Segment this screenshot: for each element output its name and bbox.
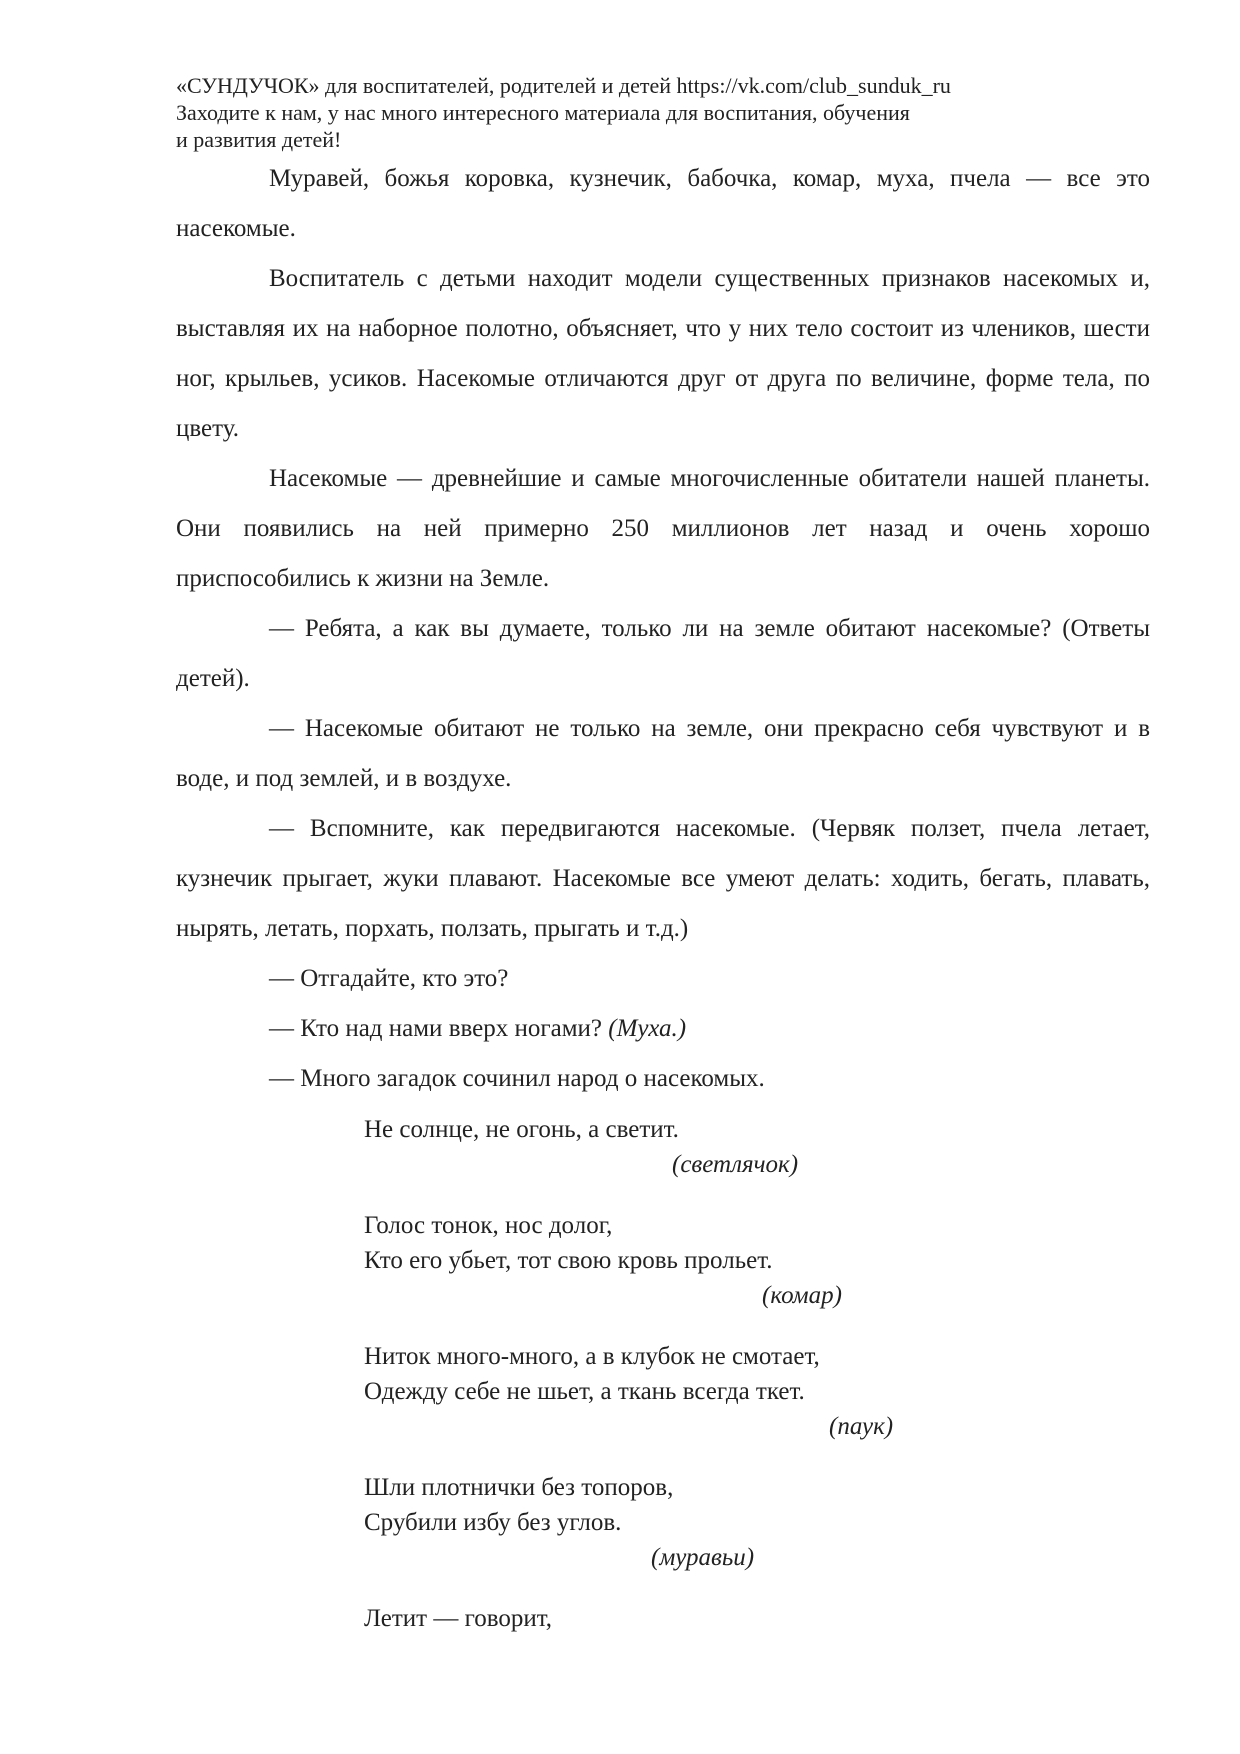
riddle-line: Летит — говорит, [364, 1605, 553, 1632]
riddle [364, 1208, 924, 1313]
paragraph: Воспитатель с детьми находит модели существенных признаков насекомых и, выставляя их на наборное полотно, объясняет, что у них тело состоит из члеников, шести ног, крыльев, усиков. Насекомые отличаются друг от друга по величине, форме тела, по цвету. [176, 265, 1150, 442]
riddles-block [364, 1112, 924, 1636]
riddle-line: Шли плотнички без топоров, [364, 1474, 674, 1501]
riddle-line: Не солнце, не огонь, а светит. [364, 1116, 679, 1143]
riddle-line: Одежду себе не шьет, а ткань всегда ткет. [364, 1378, 805, 1405]
riddle-line: Ниток много-много, а в клубок не смотает, [364, 1343, 820, 1370]
paragraph: Муравей, божья коровка, кузнечик, бабочка, комар, муха, пчела — все это насекомые. [176, 165, 1150, 242]
header-line-1: «СУНДУЧОК» для воспитателей, родителей и детей https://vk.com/club_sunduk_ru [176, 73, 951, 98]
question-text: — Кто над нами вверх ногами? [269, 1015, 603, 1042]
riddle [364, 1601, 924, 1636]
riddle-answer: (паук) [829, 1413, 894, 1440]
riddle-answer: (муравьи) [651, 1544, 755, 1571]
paragraph: Насекомые — древнейшие и самые многочисленные обитатели нашей планеты. Они появились на ней примерно 250 миллионов лет назад и очень хорошо приспособились к жизни на Земле. [176, 465, 1150, 592]
paragraph: — Насекомые обитают не только на земле, они прекрасно себя чувствуют и в воде, и под землей, и в воздухе. [176, 715, 1150, 792]
riddle-line: Срубили избу без углов. [364, 1509, 622, 1536]
riddle [364, 1470, 924, 1575]
riddle-line: Голос тонок, нос долог, [364, 1212, 613, 1239]
riddle-answer: (комар) [762, 1282, 842, 1309]
page-header [176, 72, 1076, 153]
riddle [364, 1112, 924, 1182]
header-line-2: Заходите к нам, у нас много интересного материала для воспитания, обучения [176, 100, 910, 125]
paragraph: — Ребята, а как вы думаете, только ли на земле обитают насекомые? (Ответы детей). [176, 615, 1150, 692]
paragraph: — Много загадок сочинил народ о насекомых. [269, 1065, 765, 1092]
header-line-3: и развития детей! [176, 127, 342, 152]
paragraph: — Отгадайте, кто это? [269, 965, 509, 992]
riddle-line: Кто его убьет, тот свою кровь прольет. [364, 1247, 773, 1274]
paragraph: — Вспомните, как передвигаются насекомые. (Червяк ползет, пчела летает, кузнечик прыгает, жуки плавают. Насекомые все умеют делать: ходить, бегать, плавать, нырять, летать, порхать, ползать, прыгать и т.д.) [176, 815, 1150, 942]
riddle-answer: (светлячок) [672, 1151, 799, 1178]
inline-answer: (Муха.) [608, 1015, 687, 1042]
body-text [176, 154, 1150, 1104]
paragraph-with-answer [176, 1004, 1150, 1054]
riddle [364, 1339, 924, 1444]
